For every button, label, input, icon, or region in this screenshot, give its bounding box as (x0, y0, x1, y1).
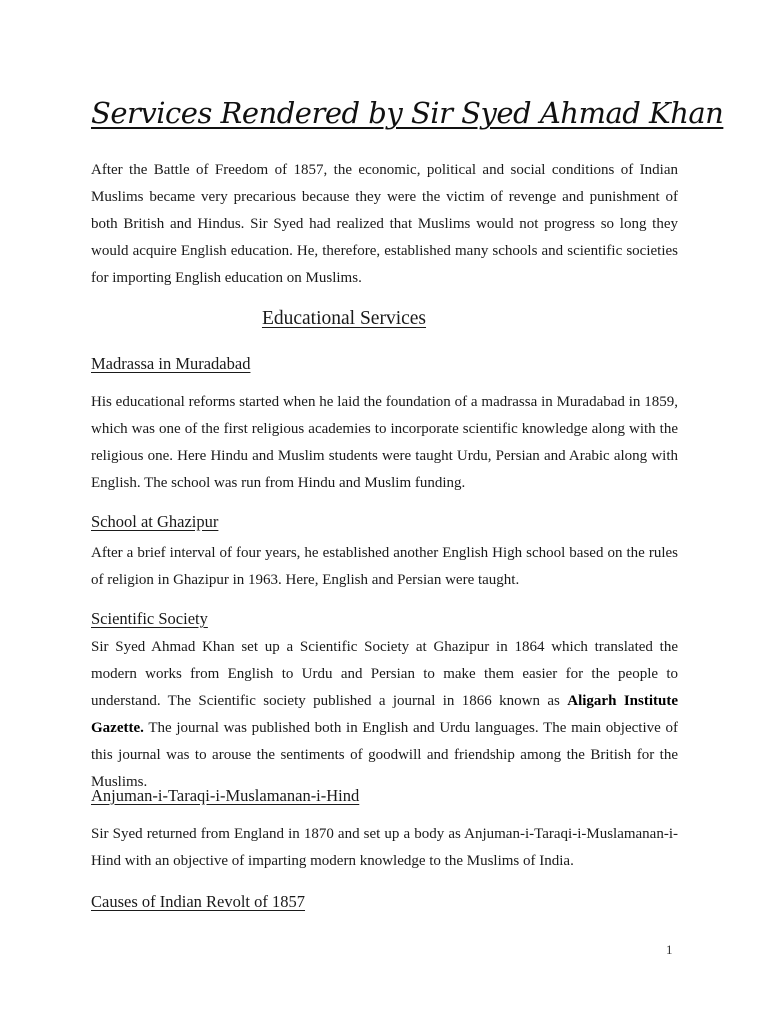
journal-name: Aligarh Institute Gazette. (91, 693, 678, 736)
paragraph-ghazipur-text: After a brief interval of four years, he established another English High school based on the rules of religion in Ghazipur in 1963. Here, English and Persian were taught. (91, 545, 678, 588)
paragraph-madrassa: His educational reforms started when he laid the foundation of a madrassa in Muradabad in 1859, which was one of the first religious academies to incorporate scientific knowledge along with the religious one. Here Hindu and Muslim students were taught Urdu, Persian and Arabic along with English. The school was run from Hindu and Muslim funding. (91, 394, 678, 491)
section-heading (0, 305, 768, 333)
paragraph-scientific-society-text-1: Sir Syed Ahmad Khan set up a Scientific Society at Ghazipur in 1864 which translated the modern works from English to Urdu and Persian to make them easier for the people to understand. The Scientific society published a journal in 1866 known as (91, 639, 678, 709)
paragraph-scientific-society-text-2: The journal was published both in English and Urdu languages. The main objective of this journal was to arouse the sentiments of goodwill and friendship among the British for the Muslims. (91, 720, 678, 790)
paragraph-anjuman: Sir Syed returned from England in 1870 and set up a body as Anjuman-i-Taraqi-i-Muslamanan-i-Hind with an objective of imparting modern knowledge to the Muslims of India. (91, 826, 678, 869)
intro-paragraph: After the Battle of Freedom of 1857, the economic, political and social conditions of Indian Muslims became very precarious because they were the victim of revenge and punishment of both British and Hindus. Sir Syed had realized that Muslims would not progress so long they would acquire English education. He, therefore, established many schools and scientific societies for importing English education on Muslims. (91, 162, 678, 286)
subheading-causes-revolt: Causes of Indian Revolt of 1857 (91, 892, 306, 911)
document-title: Services Rendered by Sir Syed Ahmad Khan (91, 96, 724, 130)
subheading-scientific-society: Scientific Society (91, 609, 208, 628)
paragraph-scientific-society (91, 634, 678, 796)
subheading-ghazipur: School at Ghazipur (91, 512, 219, 531)
paragraph-ghazipur (91, 540, 678, 594)
subheading-anjuman: Anjuman-i-Taraqi-i-Muslamanan-i-Hind (91, 786, 360, 805)
subheading-madrassa: Madrassa in Muradabad (91, 354, 251, 373)
page-number: 1 (666, 942, 673, 957)
section-heading-text: Educational Services (261, 308, 427, 329)
